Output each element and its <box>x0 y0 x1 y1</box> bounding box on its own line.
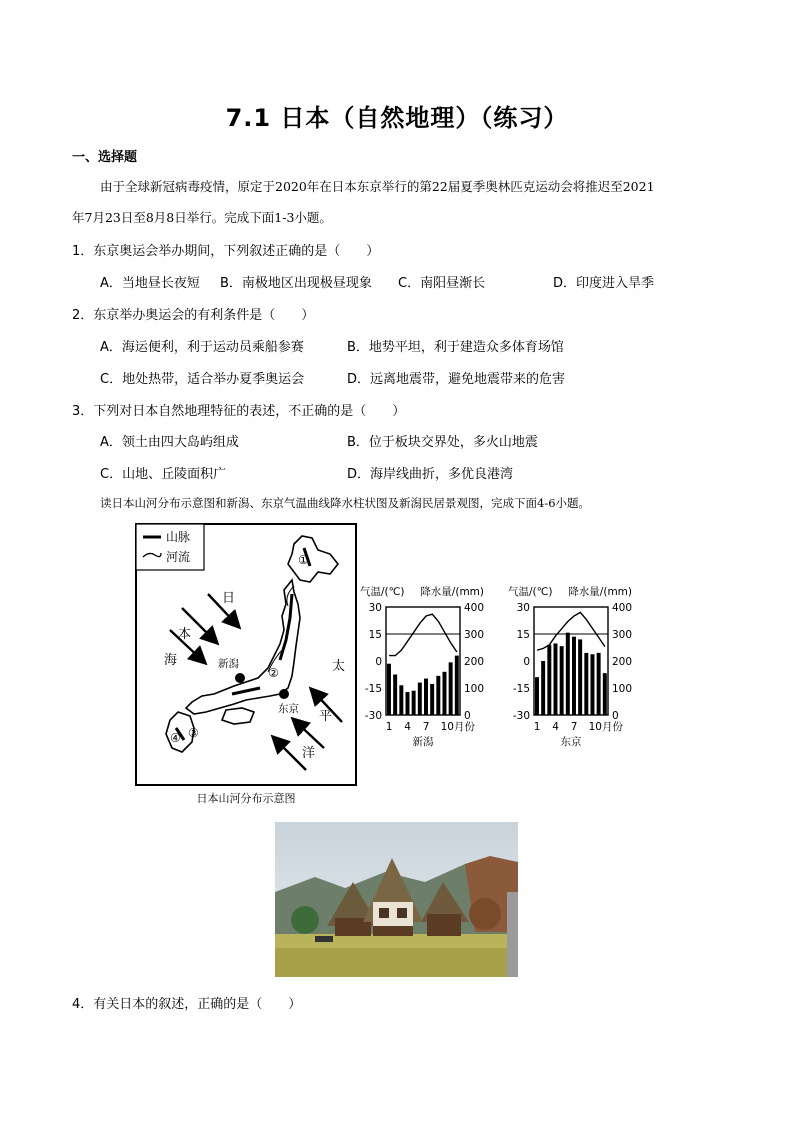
precip-bar <box>393 675 397 716</box>
precip-bar <box>584 653 588 715</box>
tokyo-dot <box>279 689 289 699</box>
q3-stem: 3．下列对日本自然地理特征的表述，不正确的是（ ） <box>72 404 406 419</box>
ylabel-left: 气温/(℃) <box>360 586 405 598</box>
precip-bar <box>430 684 434 715</box>
x-tick-label: 4 <box>404 721 411 733</box>
label-hai: 海 <box>164 653 178 668</box>
q3-option-c[interactable]: C．山地、丘陵面积广 <box>100 467 227 482</box>
temp-tick-label: 0 <box>375 656 382 668</box>
q1-option-a[interactable]: A．当地昼长夜短 <box>100 276 200 291</box>
map-caption: 日本山河分布示意图 <box>196 792 296 805</box>
precip-tick-label: 400 <box>464 602 485 614</box>
tree <box>291 906 319 934</box>
tree <box>469 898 501 930</box>
precip-bar <box>455 656 459 715</box>
precip-tick-label: 300 <box>464 629 485 641</box>
q3-option-d[interactable]: D．海岸线曲折，多优良港湾 <box>347 467 514 482</box>
temp-tick-label: -30 <box>364 710 382 722</box>
precip-bar <box>597 653 601 715</box>
precip-tick-label: 300 <box>612 629 633 641</box>
legend-mountain-label: 山脉 <box>166 530 191 544</box>
x-tick-label: 1 <box>533 721 541 733</box>
city-tokyo-label: 东京 <box>278 703 299 715</box>
x-tick-label: 10月份 <box>440 721 475 733</box>
precip-bar <box>412 691 416 715</box>
precip-bar <box>387 664 391 715</box>
precip-bar <box>406 692 410 715</box>
precip-bar <box>566 633 570 715</box>
temp-tick-label: -15 <box>512 683 530 695</box>
precip-tick-label: 100 <box>612 683 633 695</box>
temp-tick-label: 30 <box>368 602 382 614</box>
tokyo-climate-chart <box>508 584 666 752</box>
temp-tick-label: 30 <box>516 602 530 614</box>
precip-bar <box>572 637 576 715</box>
q1-option-d[interactable]: D．印度进入旱季 <box>553 276 655 291</box>
precip-bar <box>399 685 403 715</box>
label-yang: 洋 <box>302 746 316 761</box>
chart-title: 新潟 <box>412 736 434 748</box>
x-tick-label: 10月份 <box>588 721 623 733</box>
precip-bar <box>547 645 551 715</box>
marker-4: ④ <box>170 731 181 745</box>
q3-option-a[interactable]: A．领土由四大岛屿组成 <box>100 435 239 450</box>
precip-bar <box>560 646 564 715</box>
q2-stem: 2．东京举办奥运会的有利条件是（ ） <box>72 308 315 323</box>
label-ping: 平 <box>319 709 333 724</box>
precip-tick-label: 200 <box>464 656 485 668</box>
page-title: 7.1 日本（自然地理）（练习） <box>225 104 569 132</box>
ylabel-left: 气温/(℃) <box>508 586 553 598</box>
precip-tick-label: 200 <box>612 656 633 668</box>
chart-title: 东京 <box>560 736 582 748</box>
precip-bar <box>424 679 428 715</box>
precip-bar <box>578 639 582 715</box>
q1-option-c[interactable]: C．南阳昼渐长 <box>398 276 486 291</box>
intro-line-2: 年7月23日至8月8日举行。完成下面1-3小题。 <box>72 210 332 225</box>
section-heading: 一、选择题 <box>72 150 138 165</box>
precip-tick-label: 0 <box>612 710 619 722</box>
temperature-curve <box>389 614 457 655</box>
precip-bar <box>443 672 447 715</box>
legend-river-label: 河流 <box>166 550 191 564</box>
label-ben: 本 <box>178 627 192 642</box>
q2-option-b[interactable]: B．地势平坦，利于建造众多体育场馆 <box>347 340 564 355</box>
temp-tick-label: 0 <box>523 656 530 668</box>
precip-bar <box>449 662 453 715</box>
niigata-climate-chart <box>360 584 502 752</box>
precip-tick-label: 400 <box>612 602 633 614</box>
q1-stem: 1．东京奥运会举办期间，下列叙述正确的是（ ） <box>72 244 380 259</box>
q2-option-d[interactable]: D．远离地震带，避免地震带来的危害 <box>347 372 566 387</box>
city-niigata-label: 新潟 <box>218 658 239 670</box>
marker-2: ② <box>268 666 279 680</box>
x-tick-label: 7 <box>570 721 578 733</box>
ylabel-right: 降水量/(mm) <box>568 586 632 598</box>
precip-bar <box>535 677 539 715</box>
niigata-house-photo <box>275 822 518 977</box>
label-tai: 太 <box>332 659 346 674</box>
temp-tick-label: -30 <box>512 710 530 722</box>
intro-2: 读日本山河分布示意图和新潟、东京气温曲线降水柱状图及新潟民居景观图，完成下面4-6小题。 <box>100 496 591 510</box>
q2-option-c[interactable]: C．地处热带，适合举办夏季奥运会 <box>100 372 305 387</box>
car <box>315 936 333 942</box>
precip-tick-label: 0 <box>464 710 471 722</box>
marker-3: ③ <box>188 726 199 740</box>
niigata-dot <box>235 673 245 683</box>
x-tick-label: 4 <box>552 721 559 733</box>
precip-bar <box>418 683 422 715</box>
precip-bar <box>436 676 440 715</box>
precip-tick-label: 100 <box>464 683 485 695</box>
q4-stem: 4．有关日本的叙述，正确的是（ ） <box>72 997 302 1012</box>
q2-option-a[interactable]: A．海运便利，利于运动员乘船参赛 <box>100 340 304 355</box>
x-tick-label: 1 <box>385 721 393 733</box>
precip-bar <box>591 654 595 715</box>
label-ri: 日 <box>222 591 236 606</box>
temperature-curve <box>537 612 605 650</box>
q3-option-b[interactable]: B．位于板块交界处，多火山地震 <box>347 435 538 450</box>
temp-tick-label: 15 <box>516 629 530 641</box>
q1-option-b[interactable]: B．南极地区出现极昼现象 <box>220 276 372 291</box>
temp-tick-label: 15 <box>368 629 382 641</box>
x-tick-label: 7 <box>422 721 430 733</box>
japan-map <box>134 522 359 807</box>
ylabel-right: 降水量/(mm) <box>420 586 484 598</box>
precip-bar <box>541 661 545 715</box>
precip-bar <box>603 673 607 715</box>
intro-line-1: 由于全球新冠病毒疫情，原定于2020年在日本东京举行的第22届夏季奥林匹克运动会将推迟至2021 <box>100 179 655 194</box>
marker-1: ① <box>298 553 309 567</box>
temp-tick-label: -15 <box>364 683 382 695</box>
precip-bar <box>554 643 558 715</box>
